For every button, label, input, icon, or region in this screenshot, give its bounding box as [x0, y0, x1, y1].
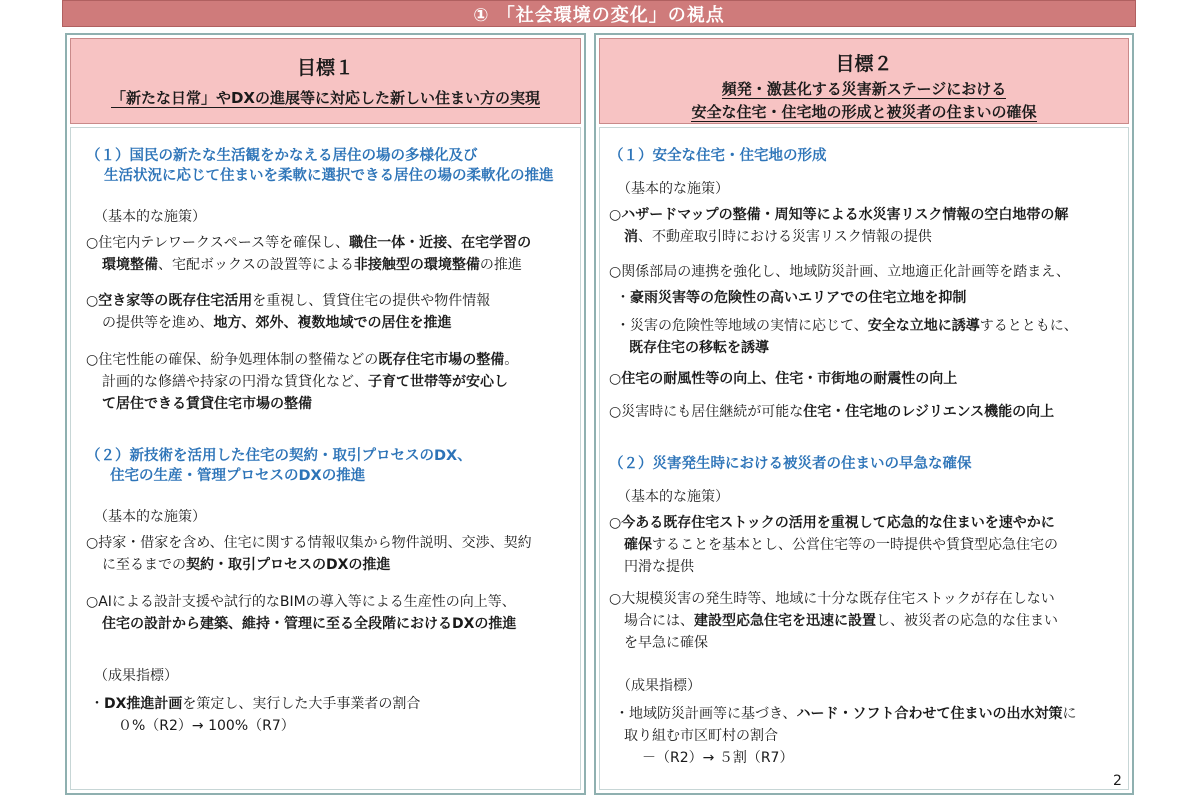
goal1-item-line: ○持家・借家を含め、住宅に関する情報収集から物件説明、交渉、契約: [86, 535, 532, 551]
goal1-item-line: に至るまでの契約・取引プロセスのDXの推進: [102, 557, 391, 573]
goal1-sec2-label: （基本的な施策）: [94, 509, 206, 525]
goal1-sec1-heading-line2: 生活状況に応じて住まいを柔軟に選択できる居住の場の柔軟化の推進: [104, 168, 554, 184]
page-number: 2: [1113, 773, 1122, 789]
goal2-title-line1: 頻発・激甚化する災害新ステージにおける: [721, 80, 1007, 98]
goal1-header: [70, 38, 581, 124]
goal1-title: 「新たな日常」やDXの進展等に対応した新しい住まい方の実現: [110, 89, 541, 107]
goal2-item-line: ○住宅の耐風性等の向上、住宅・市街地の耐震性の向上: [609, 371, 958, 387]
goal2-header: [599, 38, 1129, 124]
goal2-title-line2: 安全な住宅・住宅地の形成と被災者の住まいの確保: [691, 103, 1037, 121]
goal1-sec2-heading-line1: （２）新技術を活用した住宅の契約・取引プロセスのDX、: [86, 448, 472, 464]
goal1-item-line: 計画的な修繕や持家の円滑な賃貸化など、子育て世帯等が安心し: [102, 374, 508, 390]
goal1-sec2-heading-line2: 住宅の生産・管理プロセスのDXの推進: [110, 468, 366, 484]
goal2-item-line: ○大規模災害の発生時等、地域に十分な既存住宅ストックが存在しない: [609, 591, 1055, 607]
goal2-item-line: 確保することを基本とし、公営住宅等の一時提供や賃貸型応急住宅の: [624, 537, 1058, 553]
goal2-sec2-label: （基本的な施策）: [617, 489, 729, 505]
goal1-label: 目標１: [296, 57, 354, 79]
goal1-item-line: ○住宅内テレワークスペース等を確保し、職住一体・近接、在宅学習の: [86, 235, 532, 251]
goal1-outcome-line: ・DX推進計画を策定し、実行した大手事業者の割合: [90, 696, 421, 712]
goal1-item-line: の提供等を進め、地方、郊外、複数地域での居住を推進: [102, 315, 452, 331]
goal2-label: 目標２: [835, 53, 893, 75]
goal2-panel: [594, 33, 1134, 795]
goal2-item-line: を早急に確保: [624, 635, 708, 651]
goal1-item-line: ○空き家等の既存住宅活用を重視し、賃貸住宅の提供や物件情報: [86, 293, 491, 309]
goal2-item-line: 消、不動産取引時における災害リスク情報の提供: [624, 229, 932, 245]
goal1-outcome-value: ０%（R2）→ 100%（R7）: [118, 718, 295, 734]
goal1-outcome-label: （成果指標）: [94, 668, 178, 684]
goal2-outcome-value: －（R2）→ ５割（R7）: [642, 750, 794, 766]
goal1-item-line: 住宅の設計から建築、維持・管理に至る全段階におけるDXの推進: [102, 616, 517, 632]
goal2-outcome-line: 取り組む市区町村の割合: [624, 728, 778, 744]
goal1-sec1-label: （基本的な施策）: [94, 209, 206, 225]
goal2-item-line: ・災害の危険性等地域の実情に応じて、安全な立地に誘導するとともに、: [616, 318, 1078, 334]
section-banner: ① 「社会環境の変化」の視点: [62, 0, 1136, 27]
goal2-item-line: 場合には、建設型応急住宅を迅速に設置し、被災者の応急的な住まい: [624, 613, 1058, 629]
goal1-item-line: て居住できる賃貸住宅市場の整備: [102, 396, 312, 412]
goal2-outcome-label: （成果指標）: [617, 678, 701, 694]
goal1-panel: [65, 33, 586, 795]
goal1-item-line: ○住宅性能の確保、紛争処理体制の整備などの既存住宅市場の整備。: [86, 352, 519, 368]
goal2-sec2-heading: （２）災害発生時における被災者の住まいの早急な確保: [609, 456, 972, 472]
goal2-item-line: ○ハザードマップの整備・周知等による水災害リスク情報の空白地帯の解: [609, 207, 1069, 223]
goal2-item-line: 円滑な提供: [624, 559, 694, 575]
goal2-sec1-label: （基本的な施策）: [617, 181, 729, 197]
goal2-item-line: 既存住宅の移転を誘導: [629, 340, 769, 356]
goal2-item-line: ○今ある既存住宅ストックの活用を重視して応急的な住まいを速やかに: [609, 515, 1055, 531]
goal1-item-line: 環境整備、宅配ボックスの設置等による非接触型の環境整備の推進: [102, 257, 522, 273]
goal1-sec1-heading-line1: （１）国民の新たな生活観をかなえる居住の場の多様化及び: [86, 148, 478, 164]
goal1-item-line: ○AIによる設計支援や試行的なBIMの導入等による生産性の向上等、: [86, 594, 516, 610]
goal2-item-line: ○災害時にも居住継続が可能な住宅・住宅地のレジリエンス機能の向上: [609, 404, 1055, 420]
goal2-item-line: ・豪雨災害等の危険性の高いエリアでの住宅立地を抑制: [616, 290, 967, 306]
goal2-outcome-line: ・地域防災計画等に基づき、ハード・ソフト合わせて住まいの出水対策に: [615, 706, 1077, 722]
goal2-sec1-heading: （１）安全な住宅・住宅地の形成: [609, 148, 827, 164]
goal2-item-line: ○関係部局の連携を強化し、地域防災計画、立地適正化計画等を踏まえ、: [609, 264, 1071, 280]
